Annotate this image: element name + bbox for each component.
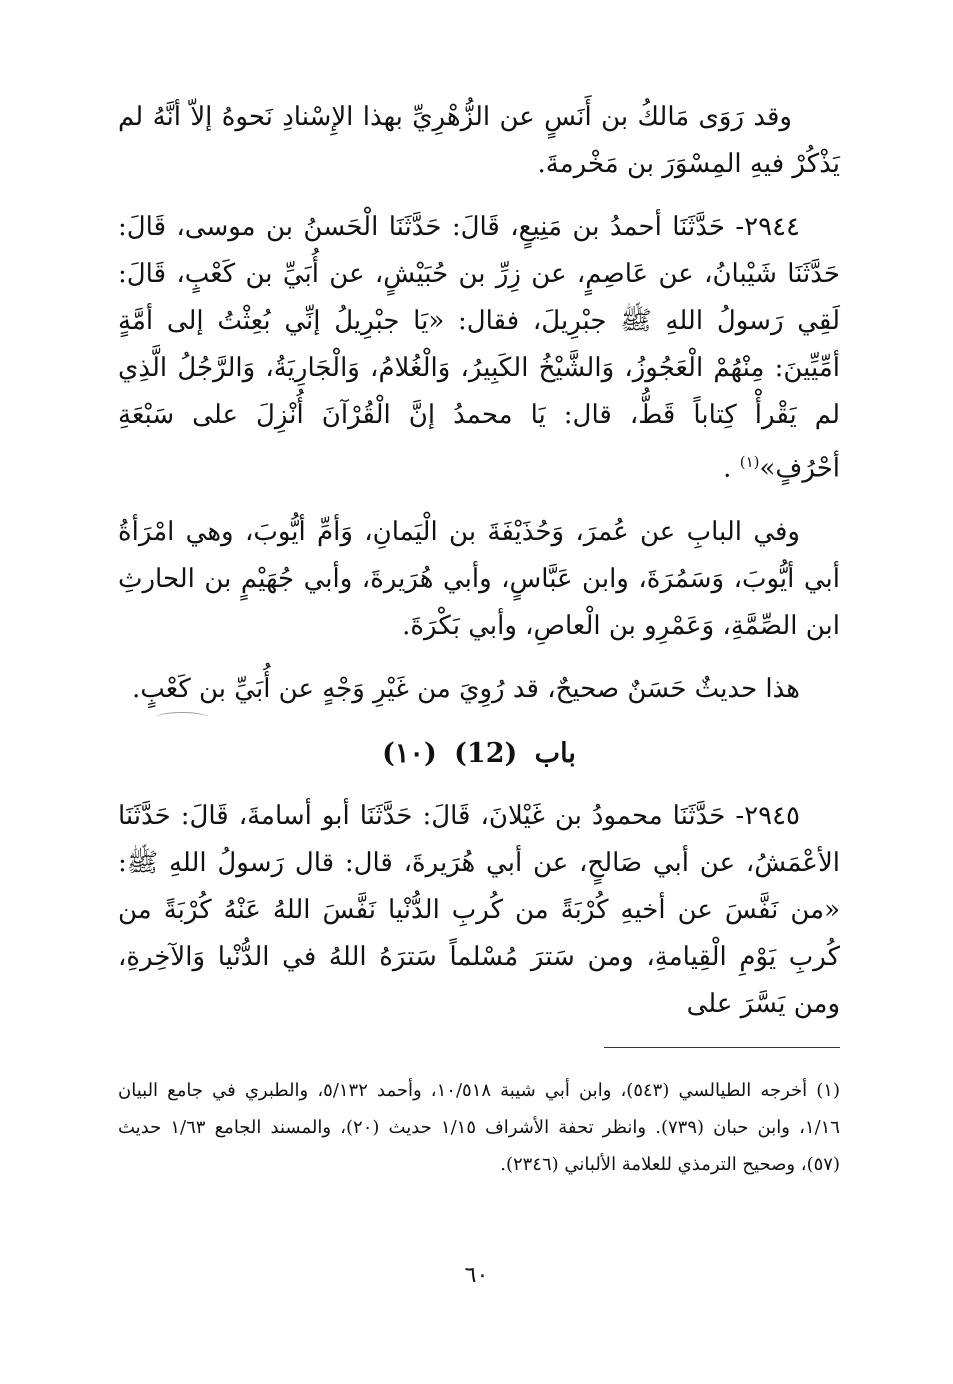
hadith-2945: ٢٩٤٥- حَدَّثَنَا محمودُ بن غَيْلانَ، قَالَ: حَدَّثَنَا أبو أسامةَ، قَالَ: حَدَّثَنَا الأعْمَشُ، عن أبي صَالحٍ، عن أبي هُرَيرةَ، قال: قال رَسولُ اللهِ ﷺ: «من نَفَّسَ عن أخيهِ كُرْبَةً من كُربِ الدُّنْيا نَفَّسَ اللهُ عَنْهُ كُرْبَةً من كُربِ يَوْمِ الْقِيامةِ، ومن سَترَ مُسْلماً سَترَهُ اللهُ في الدُّنْيا وَالآخِرةِ، ومن يَسَّرَ على bbox=[118, 800, 840, 1019]
footnote-1: (١) أخرجه الطيالسي (٥٤٣)، وابن أبي شيبة ١٠/٥١٨، وأحمد ٥/١٣٢، والطبري في جامع البيان ١/١٦، وابن حبان (٧٣٩). وانظر تحفة الأشراف ١/١٥ حديث (٢٠)، والمسند الجامع ١/٦٣ حديث (٥٧)، وصحيح الترمذي للعلامة الألباني (٢٣٤٦). bbox=[118, 1080, 840, 1175]
hadith-2944-text: ٢٩٤٤- حَدَّثَنَا أحمدُ بن مَنِيعٍ، قَالَ: حَدَّثَنَا الْحَسنُ بن موسى، قَالَ: حَدَّثَنَا شَيْبانُ، عن عَاصِمٍ، عن زِرِّ بن حُبَيْشٍ، عن أُبَيِّ بن كَعْبٍ، قَالَ: لَقِي رَسولُ اللهِ ﷺ جبْرِيلَ، فقال: «يَا جبْرِيلُ إنِّي بُعِثْتُ إلى أمَّةٍ أمِّيِّينَ: مِنْهُمْ الْعَجُوزُ، وَالشَّيْخُ الكَبِيرُ، وَالْغُلامُ، وَالْجَارِيَةُ، وَالرَّجُلُ الَّذِي لم يَقْرأْ كِتاباً قَطُّ، قال: يَا محمدُ إنَّ الْقُرْآنَ أُنْزِلَ على سَبْعَةِ أحْرُفٍ» bbox=[118, 212, 840, 484]
paragraph-malik-narration: وقد رَوَى مَالكُ بن أَنَسٍ عن الزُّهْرِيِّ بهذا الإِسْنادِ نَحوهُ إلاّ أنَّهُ لم يَذْكُرْ فيهِ المِسْوَرَ بن مَخْرمةَ. bbox=[118, 102, 840, 179]
chapter-heading-number-arabic: (١٠) bbox=[382, 737, 437, 769]
paragraph-grading: هذا حديثٌ حَسَنٌ صحيحٌ، قد رُوِيَ من غَيْرِ وَجْهٍ عن أُبَيِّ بن كَعْبٍ. bbox=[132, 673, 800, 704]
chapter-heading-word: باب bbox=[534, 737, 576, 769]
chapter-heading bbox=[118, 729, 840, 779]
footnote-marker: (١) bbox=[739, 453, 760, 471]
stray-pen-mark bbox=[156, 712, 208, 723]
page-number: ٦٠ bbox=[464, 1263, 489, 1288]
footnote-separator bbox=[604, 1047, 840, 1048]
paragraph-chapter-references: وفي البابِ عن عُمرَ، وَحُذَيْفَةَ بن الْيَمانِ، وَأمِّ أيُّوبَ، وهي امْرَأةُ أبي أيُّوبَ، وَسَمُرَةَ، وابن عَبَّاسٍ، وأبي هُرَيرةَ، وأبي جُهَيْمٍ بن الحارثِ ابن الصِّمَّةِ، وَعَمْرِو بن الْعاصِ، وأبي بَكْرَةَ. bbox=[118, 516, 840, 641]
chapter-heading-number-latin: (12) bbox=[454, 737, 518, 769]
footnotes bbox=[118, 1072, 840, 1183]
hadith-2944: ٢٩٤٤- حَدَّثَنَا أحمدُ بن مَنِيعٍ، قَالَ: حَدَّثَنَا الْحَسنُ بن موسى، قَالَ: حَدَّثَنَا شَيْبانُ، عن عَاصِمٍ، عن زِرِّ بن حُبَيْشٍ، عن أُبَيِّ بن كَعْبٍ، قَالَ: لَقِي رَسولُ اللهِ ﷺ جبْرِيلَ، فقال: «يَا جبْرِيلُ إنِّي بُعِثْتُ إلى أمَّةٍ أمِّيِّينَ: مِنْهُمْ الْعَجُوزُ، وَالشَّيْخُ الكَبِيرُ، وَالْغُلامُ، وَالْجَارِيَةُ، وَالرَّجُلُ الَّذِي لم يَقْرأْ كِتاباً قَطُّ، قال: يَا محمدُ إنَّ الْقُرْآنَ أُنْزِلَ على سَبْعَةِ أحْرُفٍ»$^{(١)}$ . bbox=[118, 212, 840, 484]
main-text bbox=[118, 94, 840, 1044]
